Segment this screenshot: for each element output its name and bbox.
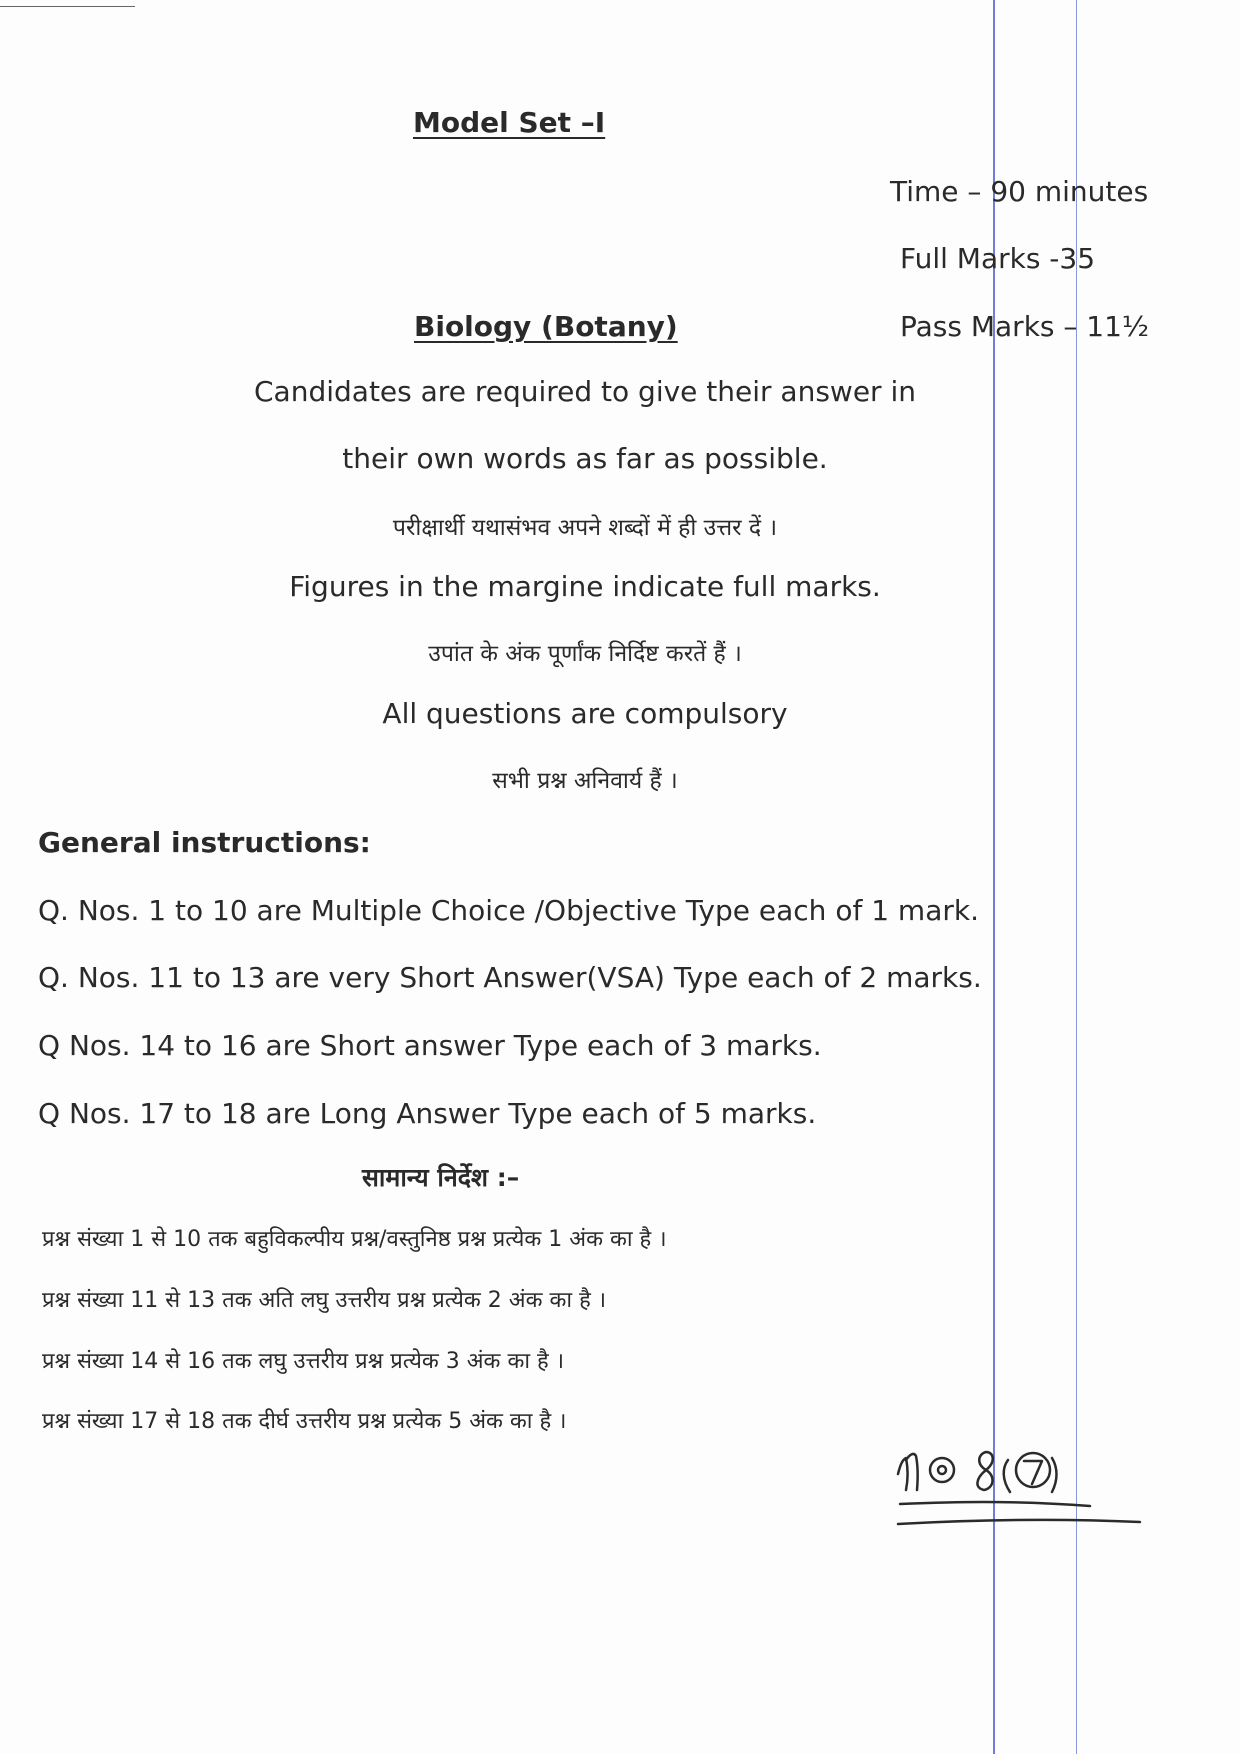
hindi-instruction-item: प्रश्न संख्या 17 से 18 तक दीर्घ उत्तरीय प्रश्न प्रत्येक 5 अंक का है ।	[42, 1409, 567, 1434]
handwritten-mark	[890, 1438, 1150, 1538]
general-instructions-heading: General instructions:	[38, 826, 371, 859]
scan-edge-line	[0, 6, 135, 7]
full-marks-label: Full Marks -35	[900, 242, 1096, 275]
note-line: Figures in the margine indicate full marks.	[289, 570, 881, 603]
instruction-item: Q Nos. 17 to 18 are Long Answer Type each of 5 marks.	[38, 1097, 817, 1130]
pass-marks-label: Pass Marks – 11½	[900, 310, 1150, 343]
time-label: Time – 90 minutes	[890, 175, 1149, 208]
note-line: their own words as far as possible.	[342, 442, 828, 475]
instruction-item: Q Nos. 14 to 16 are Short answer Type each of 3 marks.	[38, 1029, 822, 1062]
page-title: Model Set –I	[413, 106, 606, 139]
subject-heading: Biology (Botany)	[414, 310, 678, 343]
note-line-hindi: सभी प्रश्न अनिवार्य हैं ।	[492, 768, 678, 794]
note-line: Candidates are required to give their answer in	[254, 375, 916, 408]
hindi-instruction-item: प्रश्न संख्या 1 से 10 तक बहुविकल्पीय प्रश्न/वस्तुनिष्ठ प्रश्न प्रत्येक 1 अंक का है ।	[42, 1227, 667, 1252]
hindi-instruction-item: प्रश्न संख्या 11 से 13 तक अति लघु उत्तरीय प्रश्न प्रत्येक 2 अंक का है ।	[42, 1288, 607, 1313]
note-line-hindi: परीक्षार्थी यथासंभव अपने शब्दों में ही उत्तर दें ।	[392, 515, 778, 541]
note-line-hindi: उपांत के अंक पूर्णांक निर्दिष्ट करतें हैं ।	[428, 641, 742, 667]
hindi-instructions-heading: सामान्य निर्देश :–	[362, 1163, 520, 1192]
note-line: All questions are compulsory	[382, 697, 788, 730]
hindi-instruction-item: प्रश्न संख्या 14 से 16 तक लघु उत्तरीय प्रश्न प्रत्येक 3 अंक का है ।	[42, 1349, 565, 1374]
instruction-item: Q. Nos. 11 to 13 are very Short Answer(VSA) Type each of 2 marks.	[38, 961, 982, 994]
instruction-item: Q. Nos. 1 to 10 are Multiple Choice /Objective Type each of 1 mark.	[38, 894, 979, 927]
